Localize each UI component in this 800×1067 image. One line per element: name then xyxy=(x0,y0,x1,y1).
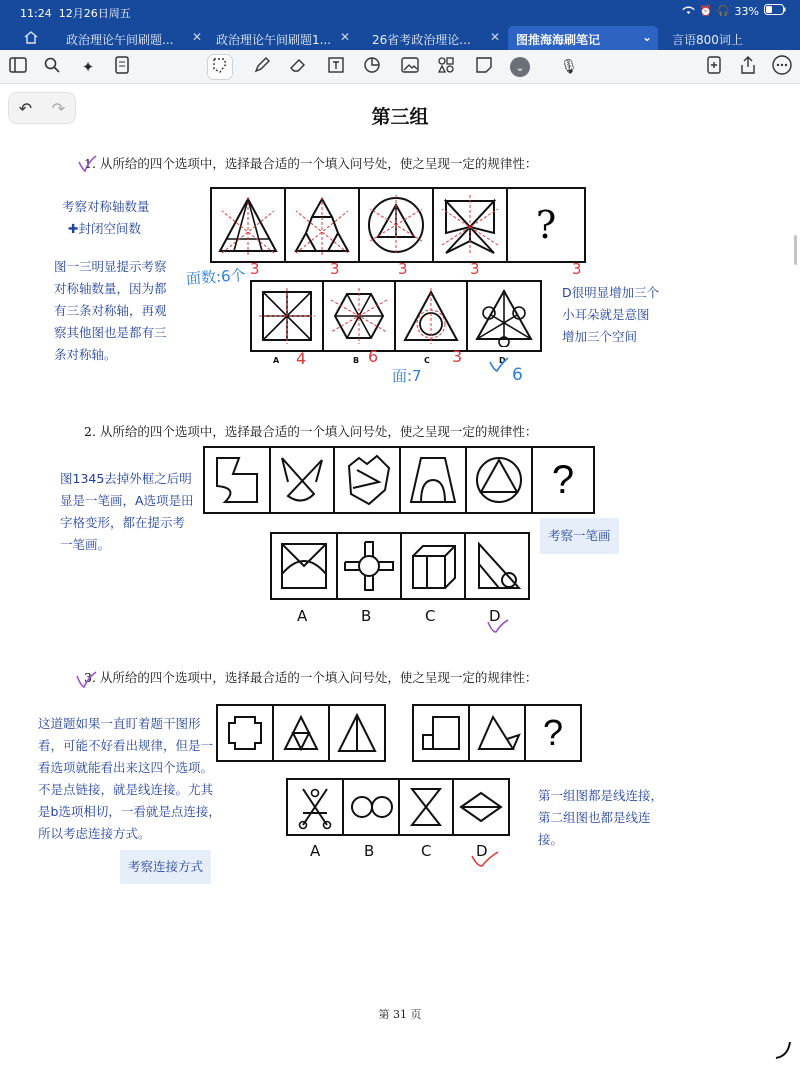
more-options-button[interactable] xyxy=(770,55,794,79)
shapes-tool-button[interactable] xyxy=(360,55,384,79)
sparkle-icon: ✦ xyxy=(81,58,95,76)
pen-tool-button[interactable] xyxy=(250,55,274,79)
q3-option-b-figure[interactable] xyxy=(342,778,400,836)
q3-left-highlight-note: 考察连接方式 xyxy=(120,850,211,884)
q3-option-a-figure[interactable] xyxy=(286,778,344,836)
q1-mark-2: 3 xyxy=(330,260,340,278)
q3-stem-figure-1 xyxy=(216,704,274,762)
chevron-down-icon: ⌄ xyxy=(510,57,530,77)
q3-stem-figure-5 xyxy=(468,704,526,762)
image-tool-button[interactable] xyxy=(398,55,422,79)
q2-option-b-figure[interactable] xyxy=(336,532,402,600)
q2-stem-figure-1 xyxy=(203,446,271,514)
q3-stem-figure-2 xyxy=(272,704,330,762)
q2-answer-checkmark-icon xyxy=(486,618,510,636)
undo-icon[interactable]: ↶ xyxy=(18,98,33,118)
share-icon xyxy=(740,56,756,78)
q1-option-a-label[interactable]: A xyxy=(273,356,280,365)
q1-option-a-mark: 4 xyxy=(296,349,307,368)
sticky-note-button[interactable] xyxy=(472,55,496,79)
question-mark-icon: ? xyxy=(542,712,564,753)
q2-stem-figures xyxy=(203,446,595,514)
status-indicators xyxy=(682,4,786,18)
close-tab-icon[interactable]: ✕ xyxy=(191,30,202,44)
redo-icon[interactable]: ↷ xyxy=(51,98,66,118)
elements-icon xyxy=(437,56,455,78)
q3-option-b-label[interactable]: B xyxy=(364,842,375,860)
q3-stem-figure-4 xyxy=(412,704,470,762)
q3-question-mark-cell xyxy=(524,704,582,762)
q3-answer-checkmark-icon xyxy=(470,850,500,870)
q2-option-figures xyxy=(270,532,530,600)
q1-hand-face-count: 面数:6个 xyxy=(185,265,247,289)
q3-option-c-label[interactable]: C xyxy=(421,842,432,860)
q3-right-note: 第一组图都是线连接，第二组图也都是线连接。 xyxy=(538,788,664,847)
status-bar xyxy=(0,0,800,24)
close-tab-icon[interactable]: ✕ xyxy=(339,30,350,44)
q2-stem-figure-2 xyxy=(269,446,335,514)
q1-option-c-mark: 3 xyxy=(452,347,463,366)
ellipsis-icon xyxy=(772,55,792,79)
q3-option-d-label[interactable]: D xyxy=(476,842,488,860)
eraser-tool-button[interactable] xyxy=(286,55,310,79)
search-button[interactable] xyxy=(40,55,64,79)
q3-option-figures xyxy=(286,778,510,836)
q1-option-c-label[interactable]: C xyxy=(424,356,430,365)
q1-hand-face-count-2: 面:7 xyxy=(392,367,422,385)
undo-redo-control xyxy=(8,92,76,124)
q1-stem-figure-4 xyxy=(432,187,508,263)
more-tools-button[interactable] xyxy=(508,55,532,79)
image-icon xyxy=(401,57,419,77)
q1-left-note: 图一三明显提示考察对称轴数量，因为都有三条对称轴，再观察其他图也是都有三条对称轴。 xyxy=(54,259,167,362)
q1-option-figures xyxy=(250,280,542,352)
q3-option-c-figure[interactable] xyxy=(398,778,454,836)
q3-stem-group-1 xyxy=(216,704,386,762)
battery-icon xyxy=(764,4,786,18)
tab-label: 图推海海刷笔记 xyxy=(516,33,601,47)
q1-option-c-figure[interactable] xyxy=(394,280,468,352)
q1-stem-figures xyxy=(210,187,586,263)
toolbar xyxy=(0,50,800,84)
q2-option-c-label[interactable]: C xyxy=(425,607,436,625)
q1-mark-4: 3 xyxy=(470,260,480,278)
q2-option-c-figure[interactable] xyxy=(400,532,466,600)
wifi-icon xyxy=(682,5,695,18)
sidebar-toggle-button[interactable] xyxy=(6,55,30,79)
q3-option-d-figure[interactable] xyxy=(452,778,510,836)
home-icon xyxy=(24,33,38,47)
document-button[interactable] xyxy=(110,55,134,79)
q3-stem-group-2 xyxy=(412,704,582,762)
tab-document-active[interactable] xyxy=(508,26,658,50)
q2-left-note: 图1345去掉外框之后明显是一笔画，A选项是田字格变形，都在提示考一笔画。 xyxy=(60,471,194,552)
shapes-icon xyxy=(363,56,381,78)
text-box-icon xyxy=(327,56,345,78)
q2-stem-figure-3 xyxy=(333,446,401,514)
status-time: 11:24 12月26日周五 xyxy=(20,7,131,20)
ai-assist-button[interactable] xyxy=(76,55,100,79)
search-icon xyxy=(44,57,60,77)
q1-stem-figure-2 xyxy=(284,187,360,263)
q1-option-d-mark: 6 xyxy=(512,365,523,385)
q1-stem-figure-3 xyxy=(358,187,434,263)
q2-option-a-label[interactable]: A xyxy=(297,607,308,625)
add-page-icon xyxy=(706,56,722,78)
checkmark-icon xyxy=(74,670,98,690)
q1-mark-5: 3 xyxy=(572,260,582,278)
elements-tool-button[interactable] xyxy=(434,55,458,79)
chevron-down-icon[interactable]: ⌄ xyxy=(641,30,652,44)
q2-option-d-figure[interactable] xyxy=(464,532,530,600)
q1-highlight-line-2: ✚封闭空间数 xyxy=(68,221,141,236)
share-button[interactable] xyxy=(736,55,760,79)
q1-option-a-figure[interactable] xyxy=(250,280,324,352)
tab-label: 26省考政治理论... xyxy=(372,33,471,47)
question-3-text: 3. 从所给的四个选项中，选择最合适的一个填入问号处，使之呈现一定的规律性： xyxy=(84,670,538,685)
q1-right-note: D很明显增加三个小耳朵就是意图增加三个空间 xyxy=(562,285,660,344)
q2-option-a-figure[interactable] xyxy=(270,532,338,600)
microphone-icon: 🎙 xyxy=(560,59,578,75)
q2-stem-figure-5 xyxy=(465,446,533,514)
q1-highlight-line-1: 考察对称轴数量 xyxy=(62,199,150,214)
tab-bar xyxy=(0,24,800,50)
headphones-icon: 🎧 xyxy=(717,5,730,17)
tab-document-2[interactable] xyxy=(208,26,356,50)
q1-option-d-figure[interactable] xyxy=(466,280,542,352)
document-icon xyxy=(114,56,130,78)
page-number: 第 31 页 xyxy=(378,1008,422,1021)
q2-option-b-label[interactable]: B xyxy=(361,607,372,625)
q1-stem-figure-1 xyxy=(210,187,286,263)
q1-option-b-mark: 6 xyxy=(368,347,379,366)
add-page-button[interactable] xyxy=(702,55,726,79)
question-mark-icon: ? xyxy=(535,203,557,247)
page-title: 第三组 xyxy=(371,106,429,128)
q2-stem-figure-4 xyxy=(399,446,467,514)
alarm-icon: ⏰ xyxy=(699,5,713,17)
sticky-note-icon xyxy=(475,56,493,78)
question-mark-icon: ? xyxy=(551,457,575,502)
q1-mark-1: 3 xyxy=(250,260,260,278)
lasso-icon xyxy=(211,56,229,78)
q1-option-b-figure[interactable] xyxy=(322,280,396,352)
q1-answer-checkmark-icon xyxy=(488,356,510,376)
q1-question-mark-cell xyxy=(506,187,586,263)
q1-option-b-label[interactable]: B xyxy=(353,356,360,365)
q1-option-d-label[interactable]: D xyxy=(499,356,506,365)
question-2-text: 2. 从所给的四个选项中，选择最合适的一个填入问号处，使之呈现一定的规律性： xyxy=(84,424,538,439)
page-resize-handle-icon[interactable] xyxy=(774,1040,792,1060)
close-tab-icon[interactable]: ✕ xyxy=(489,30,500,44)
q1-mark-3: 3 xyxy=(398,260,408,278)
pen-icon xyxy=(253,56,271,78)
eraser-icon xyxy=(289,56,307,78)
tab-label: 政治理论午间刷题1... xyxy=(216,33,332,47)
tab-document-3[interactable] xyxy=(364,26,506,50)
q2-right-note: 考察一笔画 xyxy=(540,518,619,554)
checkmark-icon xyxy=(76,154,98,174)
note-page[interactable] xyxy=(0,84,800,1067)
question-1-text: 1. 从所给的四个选项中，选择最合适的一个填入问号处，使之呈现一定的规律性： xyxy=(84,156,538,171)
q2-question-mark-cell xyxy=(531,446,595,514)
q1-highlight-note xyxy=(56,187,168,245)
voice-record-button[interactable] xyxy=(552,55,586,79)
home-tab[interactable] xyxy=(16,26,44,50)
scrollbar[interactable] xyxy=(794,235,797,265)
lasso-select-button[interactable] xyxy=(208,55,232,79)
text-tool-button[interactable] xyxy=(324,55,348,79)
q3-left-note: 这道题如果一直盯着题干图形看，可能不好看出规律，但是一看选项就能看出来这四个选项。不是点链接，就是线连接。尤其是b选项相切，一看就是点连接，所以考虑连接方式。 xyxy=(38,716,221,841)
tab-document-5[interactable] xyxy=(664,26,774,50)
tab-document-1[interactable] xyxy=(58,26,208,50)
sidebar-icon xyxy=(9,57,27,77)
tab-label: 政治理论午间刷题... xyxy=(66,33,174,47)
q3-option-a-label[interactable]: A xyxy=(310,842,321,860)
tab-label: 言语800词上 xyxy=(672,33,743,47)
battery-level: 33% xyxy=(734,4,759,18)
q2-option-d-label[interactable]: D xyxy=(489,607,501,625)
q3-stem-figure-3 xyxy=(328,704,386,762)
